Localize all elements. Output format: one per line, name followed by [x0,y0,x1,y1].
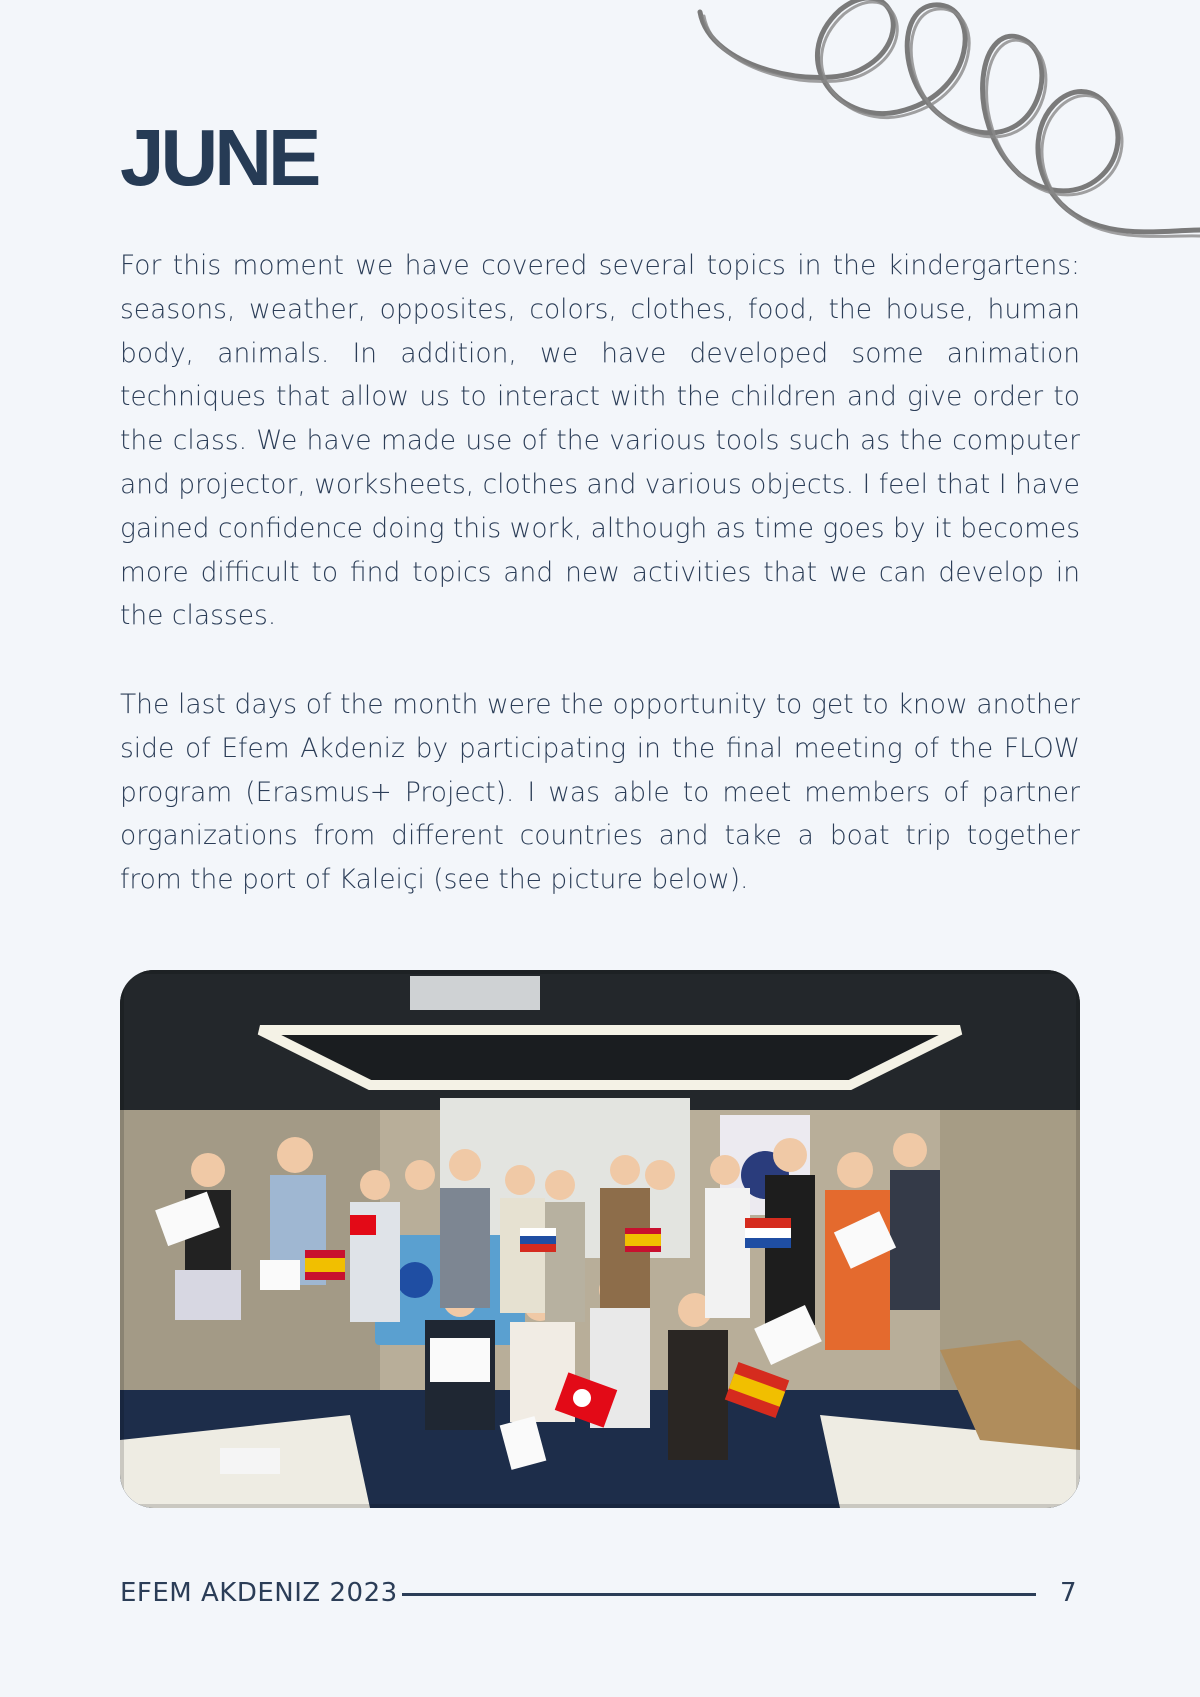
page-number: 7 [1060,1578,1077,1608]
body-paragraph: For this moment we have covered several topics in the kindergartens: seasons, weather, opposites, colors, clothes, food, the house, human body, animals. In addition, we have developed some animation techniques that allow us to interact with the children and give order to the class. We have made use of the various tools such as the computer and projector, worksheets, clothes and various objects. I feel that I have gained confidence doing this work, although as time goes by it becomes more difficult to find topics and new activities that we can develop in the classes. [120,250,1080,632]
group-photo [120,970,1080,1508]
decorative-swirl-icon [690,0,1200,260]
footer-label: EFEM AKDENIZ 2023 [120,1578,398,1608]
footer-divider [402,1593,1036,1596]
body-paragraph: The last days of the month were the opportunity to get to know another side of Efem Akdeniz by participating in the final meeting of the FLOW program (Erasmus+ Project). I was able to meet members of partner organizations from different countries and take a boat trip together from the port of Kaleiçi (see the picture below). [120,689,1080,896]
page-title: JUNE [120,113,318,202]
